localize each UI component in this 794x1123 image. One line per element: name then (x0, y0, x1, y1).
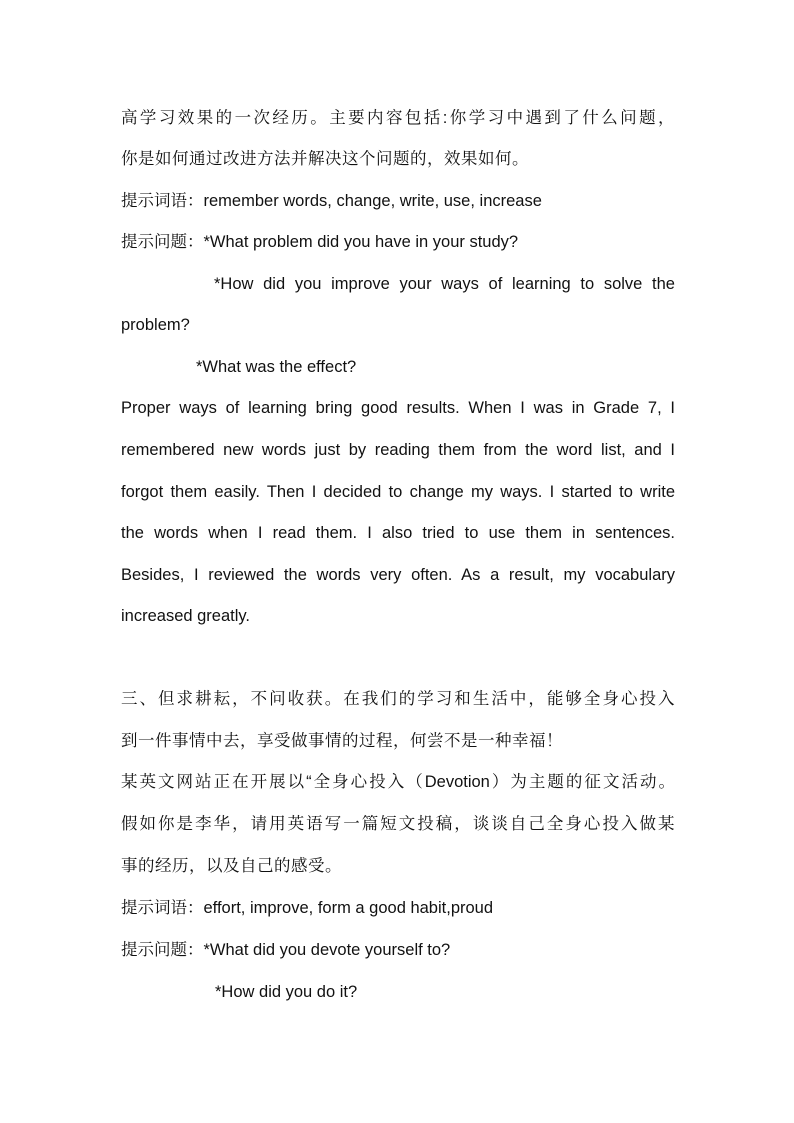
task2-hint-question-2-cont: problem? (121, 316, 190, 334)
task2-intro-line-1: 高学习效果的一次经历。主要内容包括:你学习中遇到了什么问题， (121, 109, 675, 127)
essay-line-5: Besides, I reviewed the words very often. As a result, my vocabulary (121, 566, 675, 584)
task3-line-2: 到一件事情中去，享受做事情的过程，何尝不是一种幸福！ (121, 732, 563, 750)
essay-line-1: Proper ways of learning bring good results. When I was in Grade 7, I (121, 399, 675, 417)
essay-line-6: increased greatly. (121, 607, 251, 625)
task3-hint-question-1: 提示问题：*What did you devote yourself to? (121, 941, 451, 959)
task2-hint-question-1: 提示问题：*What problem did you have in your study? (121, 233, 519, 251)
task3-hint-words: 提示词语：effort, improve, form a good habit,proud (121, 899, 494, 917)
task3-line-3: 某英文网站正在开展以“全身心投入（Devotion）为主题的征文活动。 (121, 773, 675, 791)
task3-line-4: 假如你是李华，请用英语写一篇短文投稿，谈谈自己全身心投入做某 (121, 815, 675, 833)
task3-line-1: 三、但求耕耘，不问收获。在我们的学习和生活中，能够全身心投入 (121, 690, 675, 708)
task2-hint-question-2: *How did you improve your ways of learning to solve the (214, 275, 675, 293)
essay-line-2: remembered new words just by reading them from the word list, and I (121, 441, 675, 459)
task3-line-5: 事的经历，以及自己的感受。 (121, 857, 342, 875)
essay-line-4: the words when I read them. I also tried to use them in sentences. (121, 524, 675, 542)
task2-intro-line-2: 你是如何通过改进方法并解决这个问题的，效果如何。 (121, 150, 529, 168)
task3-hint-question-2: *How did you do it? (215, 983, 358, 1001)
essay-line-3: forgot them easily. Then I decided to change my ways. I started to write (121, 483, 675, 501)
task2-hint-words: 提示词语：remember words, change, write, use, increase (121, 192, 542, 210)
task2-hint-question-3: *What was the effect? (196, 358, 357, 376)
